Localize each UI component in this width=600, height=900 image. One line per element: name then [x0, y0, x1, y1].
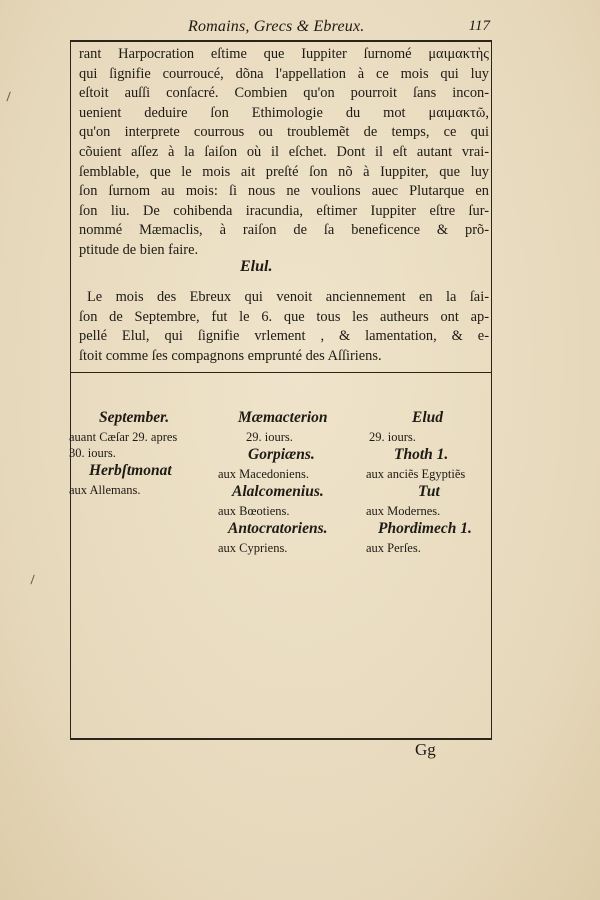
body-line: pellé Elul, qui ſignifie vrlement , & lamentation, & e- [79, 328, 489, 345]
month-note: aux Bœotiens. [218, 504, 290, 518]
body-line: Le mois des Ebreux qui venoit anciennement en la ſai- [87, 289, 489, 305]
body-line: ſemblable, que le mois ait preſté ſon nõ à Iuppiter, que luy [79, 163, 489, 180]
month-note: aux Modernes. [366, 504, 441, 518]
margin-ink-mark [6, 92, 13, 103]
margin-ink-mark [30, 575, 37, 586]
right-frame-rule [491, 40, 492, 740]
body-paragraph [79, 45, 489, 261]
month-note: 30. iours. [69, 446, 116, 460]
month-name: Tut [418, 483, 440, 500]
elul-paragraph [79, 288, 489, 366]
month-note: aux Perſes. [366, 541, 421, 555]
top-rule [70, 40, 492, 42]
month-column-2 [218, 408, 358, 556]
month-name: September. [99, 409, 170, 426]
body-line: nommé Mæmaclis, à raiſon de ſa beneficence & prõ- [79, 222, 489, 239]
section-heading: Elul. [240, 258, 273, 275]
month-name: Thoth 1. [394, 446, 449, 463]
left-frame-rule [70, 40, 71, 740]
month-name: Phordimech 1. [378, 520, 472, 537]
body-line: cõuient aſſez à la ſaiſon où il eſchet. Dont il eſt autant vrai- [79, 143, 489, 160]
month-note: auant Cæſar 29. apres [69, 430, 178, 444]
month-note: aux Cypriens. [218, 541, 288, 555]
month-name: Herbſtmonat [89, 462, 172, 479]
page-number: 117 [468, 18, 490, 34]
body-line: ſtoit comme ſes compagnons emprunté des Aſſiriens. [79, 347, 382, 364]
month-name: Alalcomenius. [232, 483, 324, 500]
body-line: ſon ſurnom au mois: ſi nous ne voulions auec Plutarque en [79, 183, 489, 200]
body-line: ſon de Septembre, fut le 6. que tous les autheurs ont ap- [79, 308, 489, 325]
body-line: rant Harpocration eſtime que Iuppiter ſurnomé μαιμακτὴς [79, 46, 489, 62]
month-name: Gorpiæns. [248, 446, 315, 463]
body-line: qui ſignifie courroucé, dõna l'appellation à ce mois qui luy [79, 65, 489, 82]
month-column-1 [69, 408, 214, 498]
section-divider-rule [70, 372, 492, 373]
month-note: aux Allemans. [69, 483, 141, 497]
body-line: ptitude de bien faire. [79, 241, 199, 258]
body-line: eſtoit auſſi conſacré. Combien qu'on pourroit ſans incon- [79, 85, 489, 102]
body-line: qu'on interprete courrous ou troublemẽt de temps, ce qui [79, 124, 489, 141]
body-line: uenient deduire ſon Ethimologie du mot μαιμακτῶ, [79, 104, 489, 121]
body-line: ſon liu. De cohibenda iracundia, eſtimer Iuppiter eſtre ſur- [79, 202, 489, 219]
running-head-title: Romains, Grecs & Ebreux. [188, 18, 365, 35]
month-name: Elud [412, 409, 444, 426]
signature-mark: Gg [415, 740, 436, 759]
month-column-3 [366, 408, 491, 556]
month-note: 29. iours. [246, 430, 293, 444]
month-name: Antocratoriens. [228, 520, 328, 537]
running-head [70, 18, 492, 40]
month-note: aux anciẽs Egyptiẽs [366, 467, 466, 481]
month-note: 29. iours. [369, 430, 416, 444]
month-note: aux Macedoniens. [218, 467, 309, 481]
month-name: Mæmacterion [238, 409, 328, 426]
